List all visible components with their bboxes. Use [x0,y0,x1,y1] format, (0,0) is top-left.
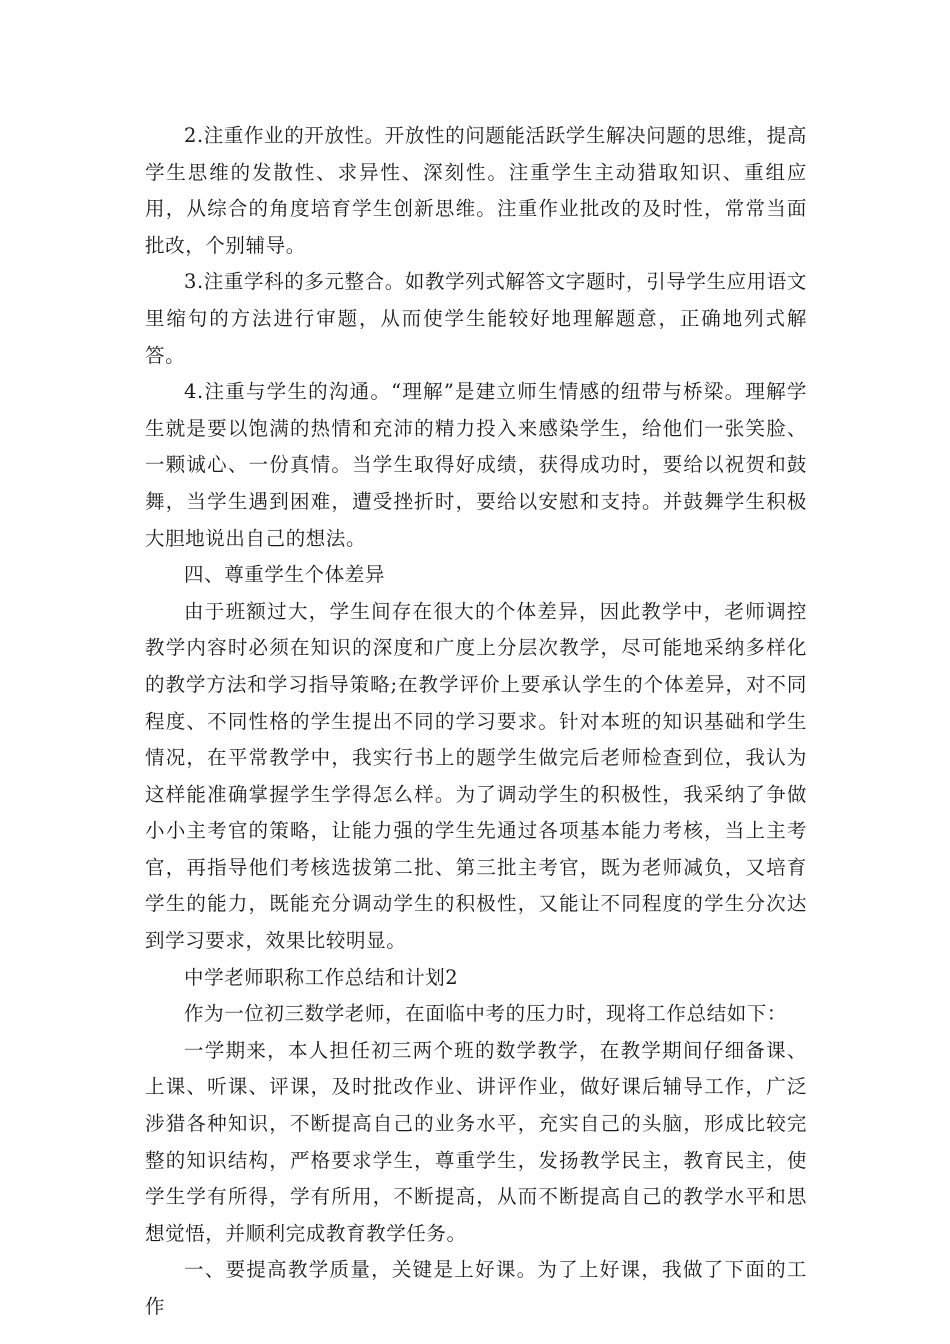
paragraph-homework-openness: 2.注重作业的开放性。开放性的问题能活跃学生解决问题的思维，提高学生思维的发散性、求异性、深刻性。注重学生主动猎取知识、重组应用，从综合的角度培育学生创新思维。注重作业批改的及时性，常常当面批改，个别辅导。 [145,124,807,257]
document-body [145,118,807,1326]
section-heading-individual-differences: 四、尊重学生个体差异 [184,563,386,587]
paragraph-semester-review: 一学期来，本人担任初三两个班的数学教学，在教学期间仔细备课、上课、听课、评课，及时批改作业、讲评作业，做好课后辅导工作，广泛涉猎各种知识，不断提高自己的业务水平，充实自己的头脑，形成比较完整的知识结构，严格要求学生，尊重学生，发扬教学民主，教育民主，使学生学有所得，学有所用，不断提高，从而不断提高自己的教学水平和思想觉悟，并顺利完成教育教学任务。 [145,1038,807,1245]
paragraph-individual-differences: 由于班额过大，学生间存在很大的个体差异，因此教学中，老师调控教学内容时必须在知识的深度和广度上分层次教学，尽可能地采纳多样化的教学方法和学习指导策略;在教学评价上要承认学生的个体差异，对不同程度、不同性格的学生提出不同的学习要求。针对本班的知识基础和学生情况，在平常教学中，我实行书上的题学生做完后老师检查到位，我认为这样能准确掌握学生学得怎么样。为了调动学生的积极性，我采纳了争做小小主考官的策略，让能力强的学生先通过各项基本能力考核，当上主考官，再指导他们考核选拔第二批、第三批主考官，既为老师减负，又培育学生的能力，既能充分调动学生的积极性，又能让不同程度的学生分次达到学习要求，效果比较明显。 [145,599,807,953]
paragraph-subject-integration: 3.注重学科的多元整合。如教学列式解答文字题时，引导学生应用语文里缩句的方法进行审题，从而使学生能较好地理解题意，正确地列式解答。 [145,270,807,367]
paragraph-intro: 作为一位初三数学老师，在面临中考的压力时，现将工作总结如下： [184,1002,788,1026]
document-title-summary-2: 中学老师职称工作总结和计划2 [184,965,459,989]
paragraph-student-communication: 4.注重与学生的沟通。“理解”是建立师生情感的纽带与桥梁。理解学生就是要以饱满的热情和充沛的精力投入来感染学生，给他们一张笑脸、一颗诚心、一份真情。当学生取得好成绩，获得成功时，要给以祝贺和鼓舞，当学生遇到困难，遭受挫折时，要给以安慰和支持。并鼓舞学生积极大胆地说出自己的想法。 [145,380,807,550]
section-heading-teaching-quality: 一、要提高教学质量，关键是上好课。为了上好课，我做了下面的工作 [145,1258,807,1318]
